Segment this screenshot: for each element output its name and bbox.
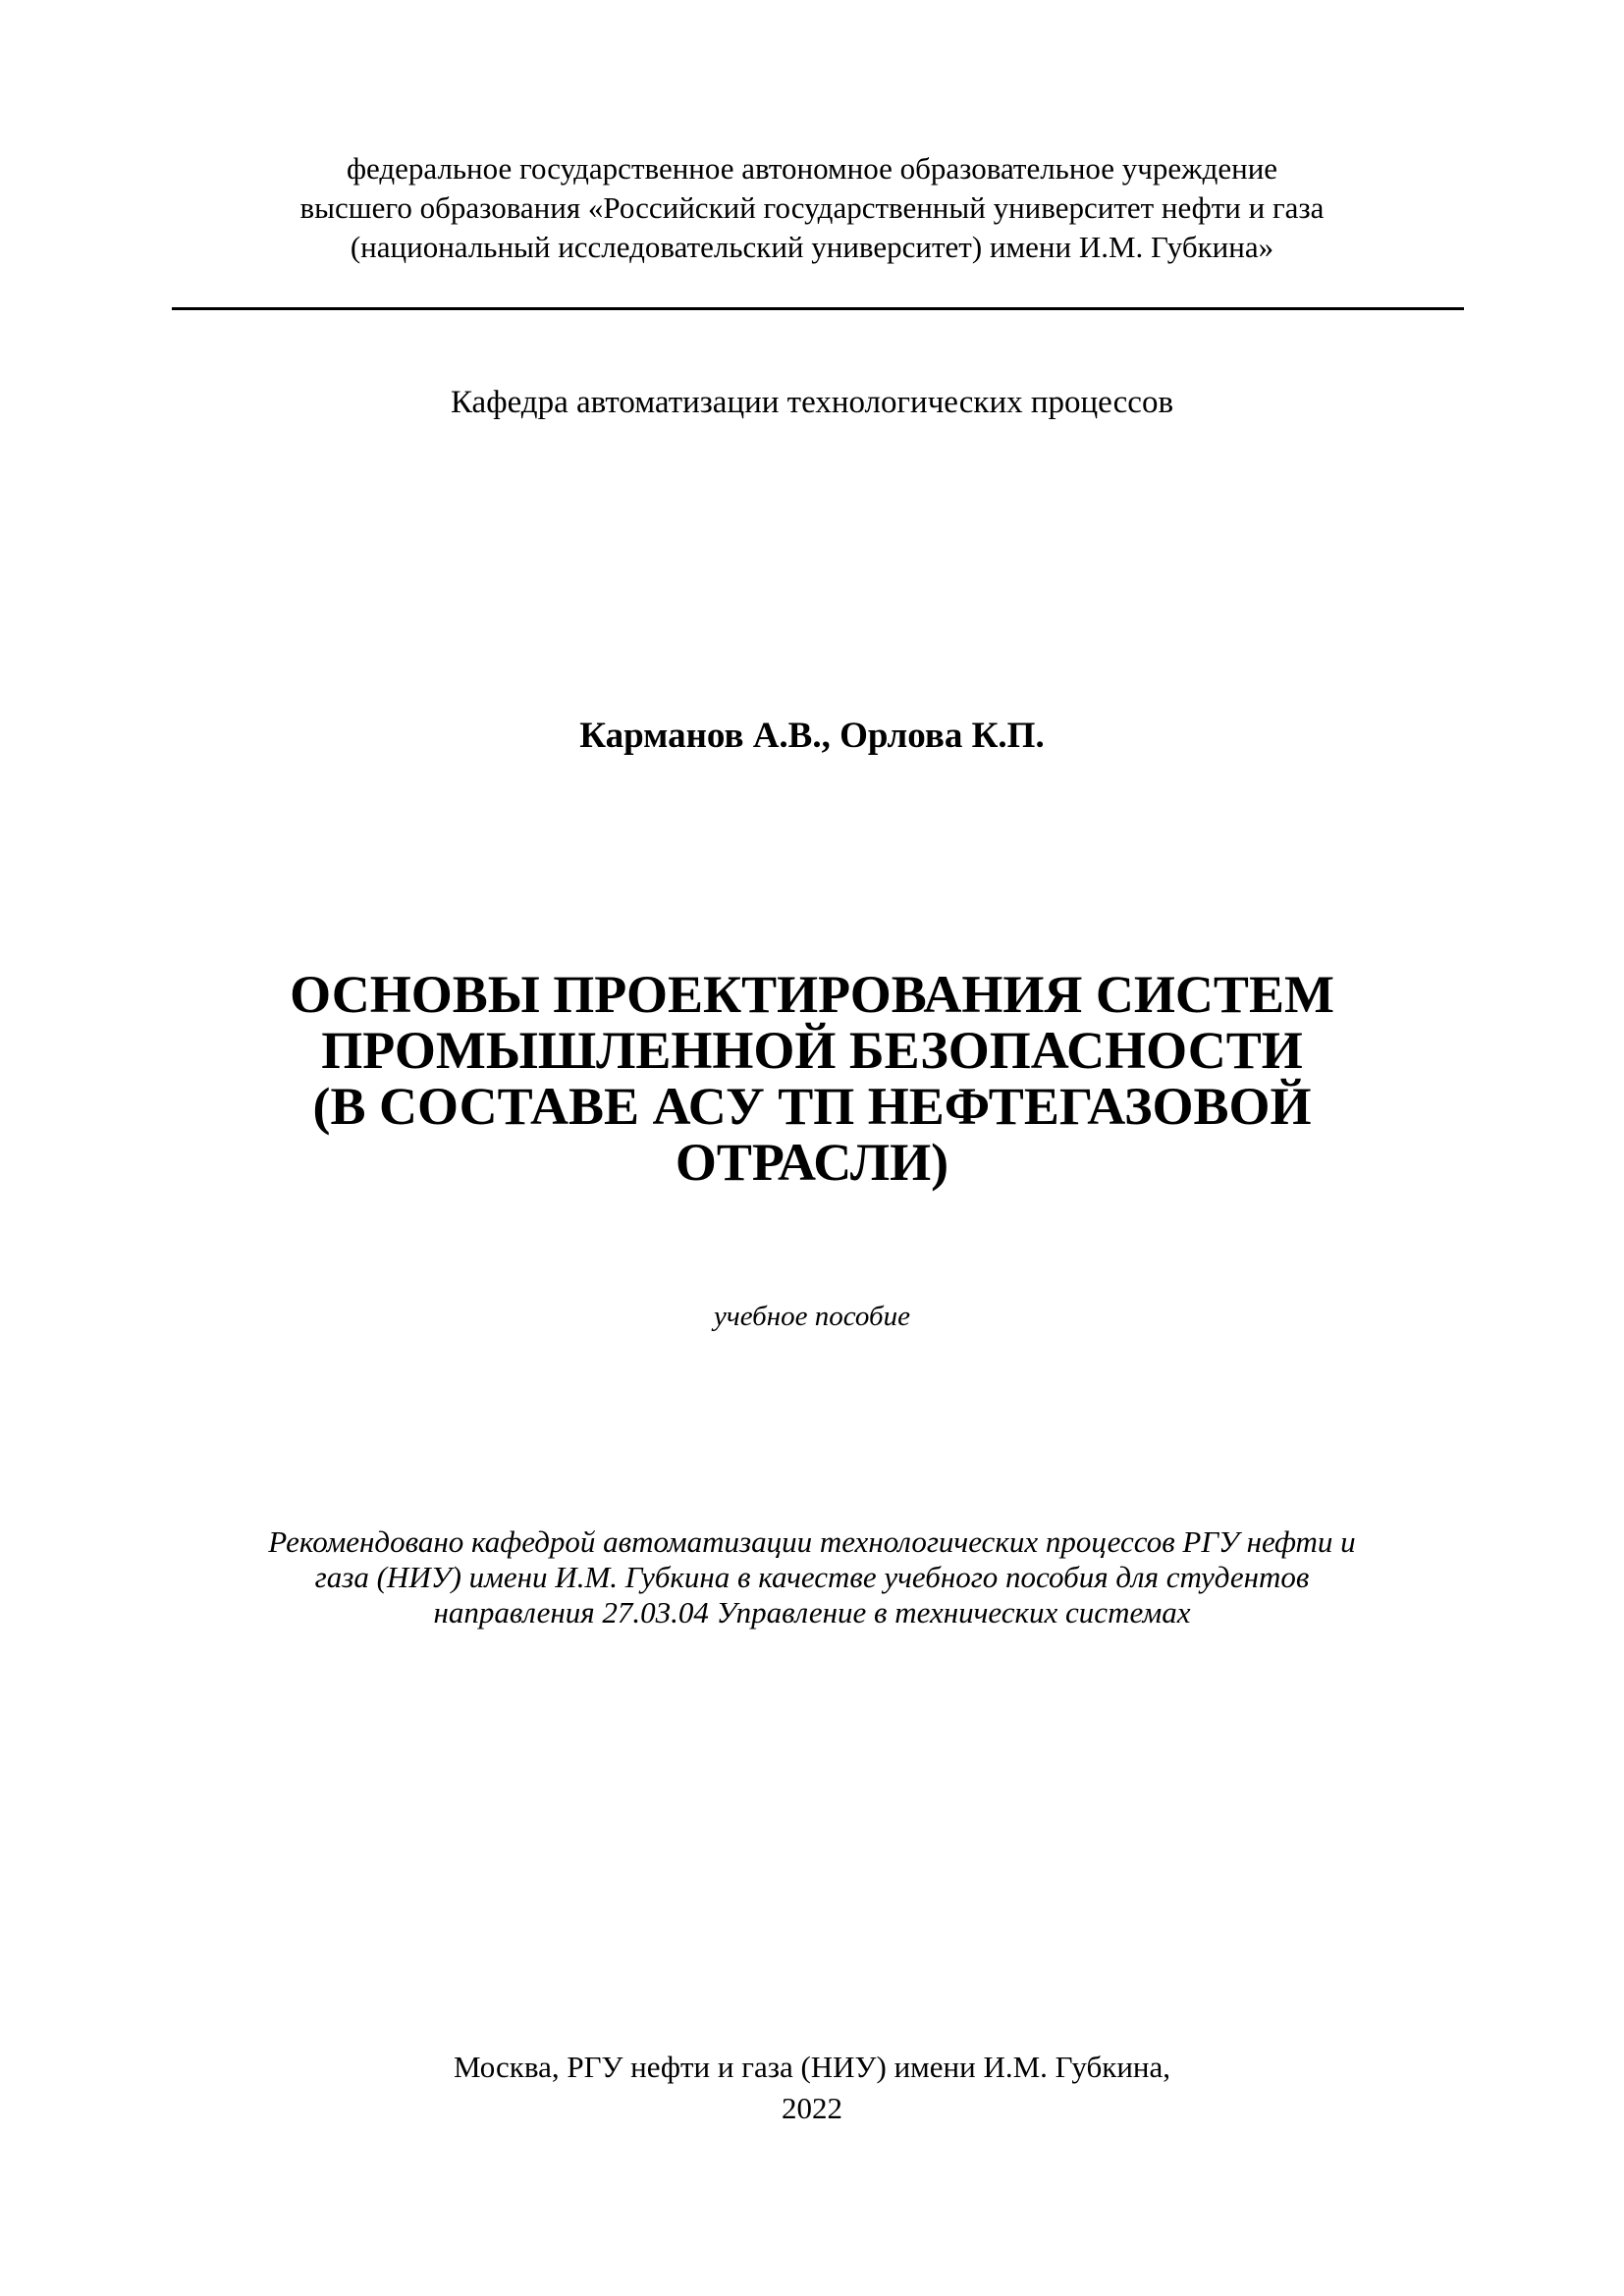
institution-line-2: высшего образования «Российский государственный университет нефти и газа: [299, 190, 1325, 225]
recommendation-note: [0, 1524, 1624, 1630]
document-title: [0, 967, 1624, 1191]
recommendation-line-1: Рекомендовано кафедрой автоматизации технологических процессов РГУ нефти и: [268, 1524, 1356, 1559]
authors: Карманов А.В., Орлова К.П.: [579, 716, 1045, 756]
recommendation-line-2: газа (НИУ) имени И.М. Губкина в качестве учебного пособия для студентов: [314, 1560, 1310, 1594]
header-divider: [172, 307, 1464, 310]
document-type: учебное пособие: [713, 1301, 910, 1332]
imprint-year: 2022: [782, 2091, 842, 2125]
title-line-4: ОТРАСЛИ): [675, 1133, 949, 1192]
title-line-2: ПРОМЫШЛЕННОЙ БЕЗОПАСНОСТИ: [321, 1021, 1303, 1080]
title-line-1: ОСНОВЫ ПРОЕКТИРОВАНИЯ СИСТЕМ: [290, 965, 1334, 1024]
title-line-3: (В СОСТАВЕ АСУ ТП НЕФТЕГАЗОВОЙ: [312, 1077, 1312, 1136]
recommendation-line-3: направления 27.03.04 Управление в технических системах: [433, 1595, 1191, 1629]
department-name: Кафедра автоматизации технологических процессов: [450, 385, 1174, 420]
institution-line-1: федеральное государственное автономное образовательное учреждение: [346, 151, 1278, 186]
institution-line-3: (национальный исследовательский университет) имени И.М. Губкина»: [350, 230, 1274, 264]
imprint-line-1: Москва, РГУ нефти и газа (НИУ) имени И.М. Губкина,: [453, 2050, 1171, 2084]
publication-imprint: [0, 2047, 1624, 2129]
institution-header: [0, 149, 1624, 267]
